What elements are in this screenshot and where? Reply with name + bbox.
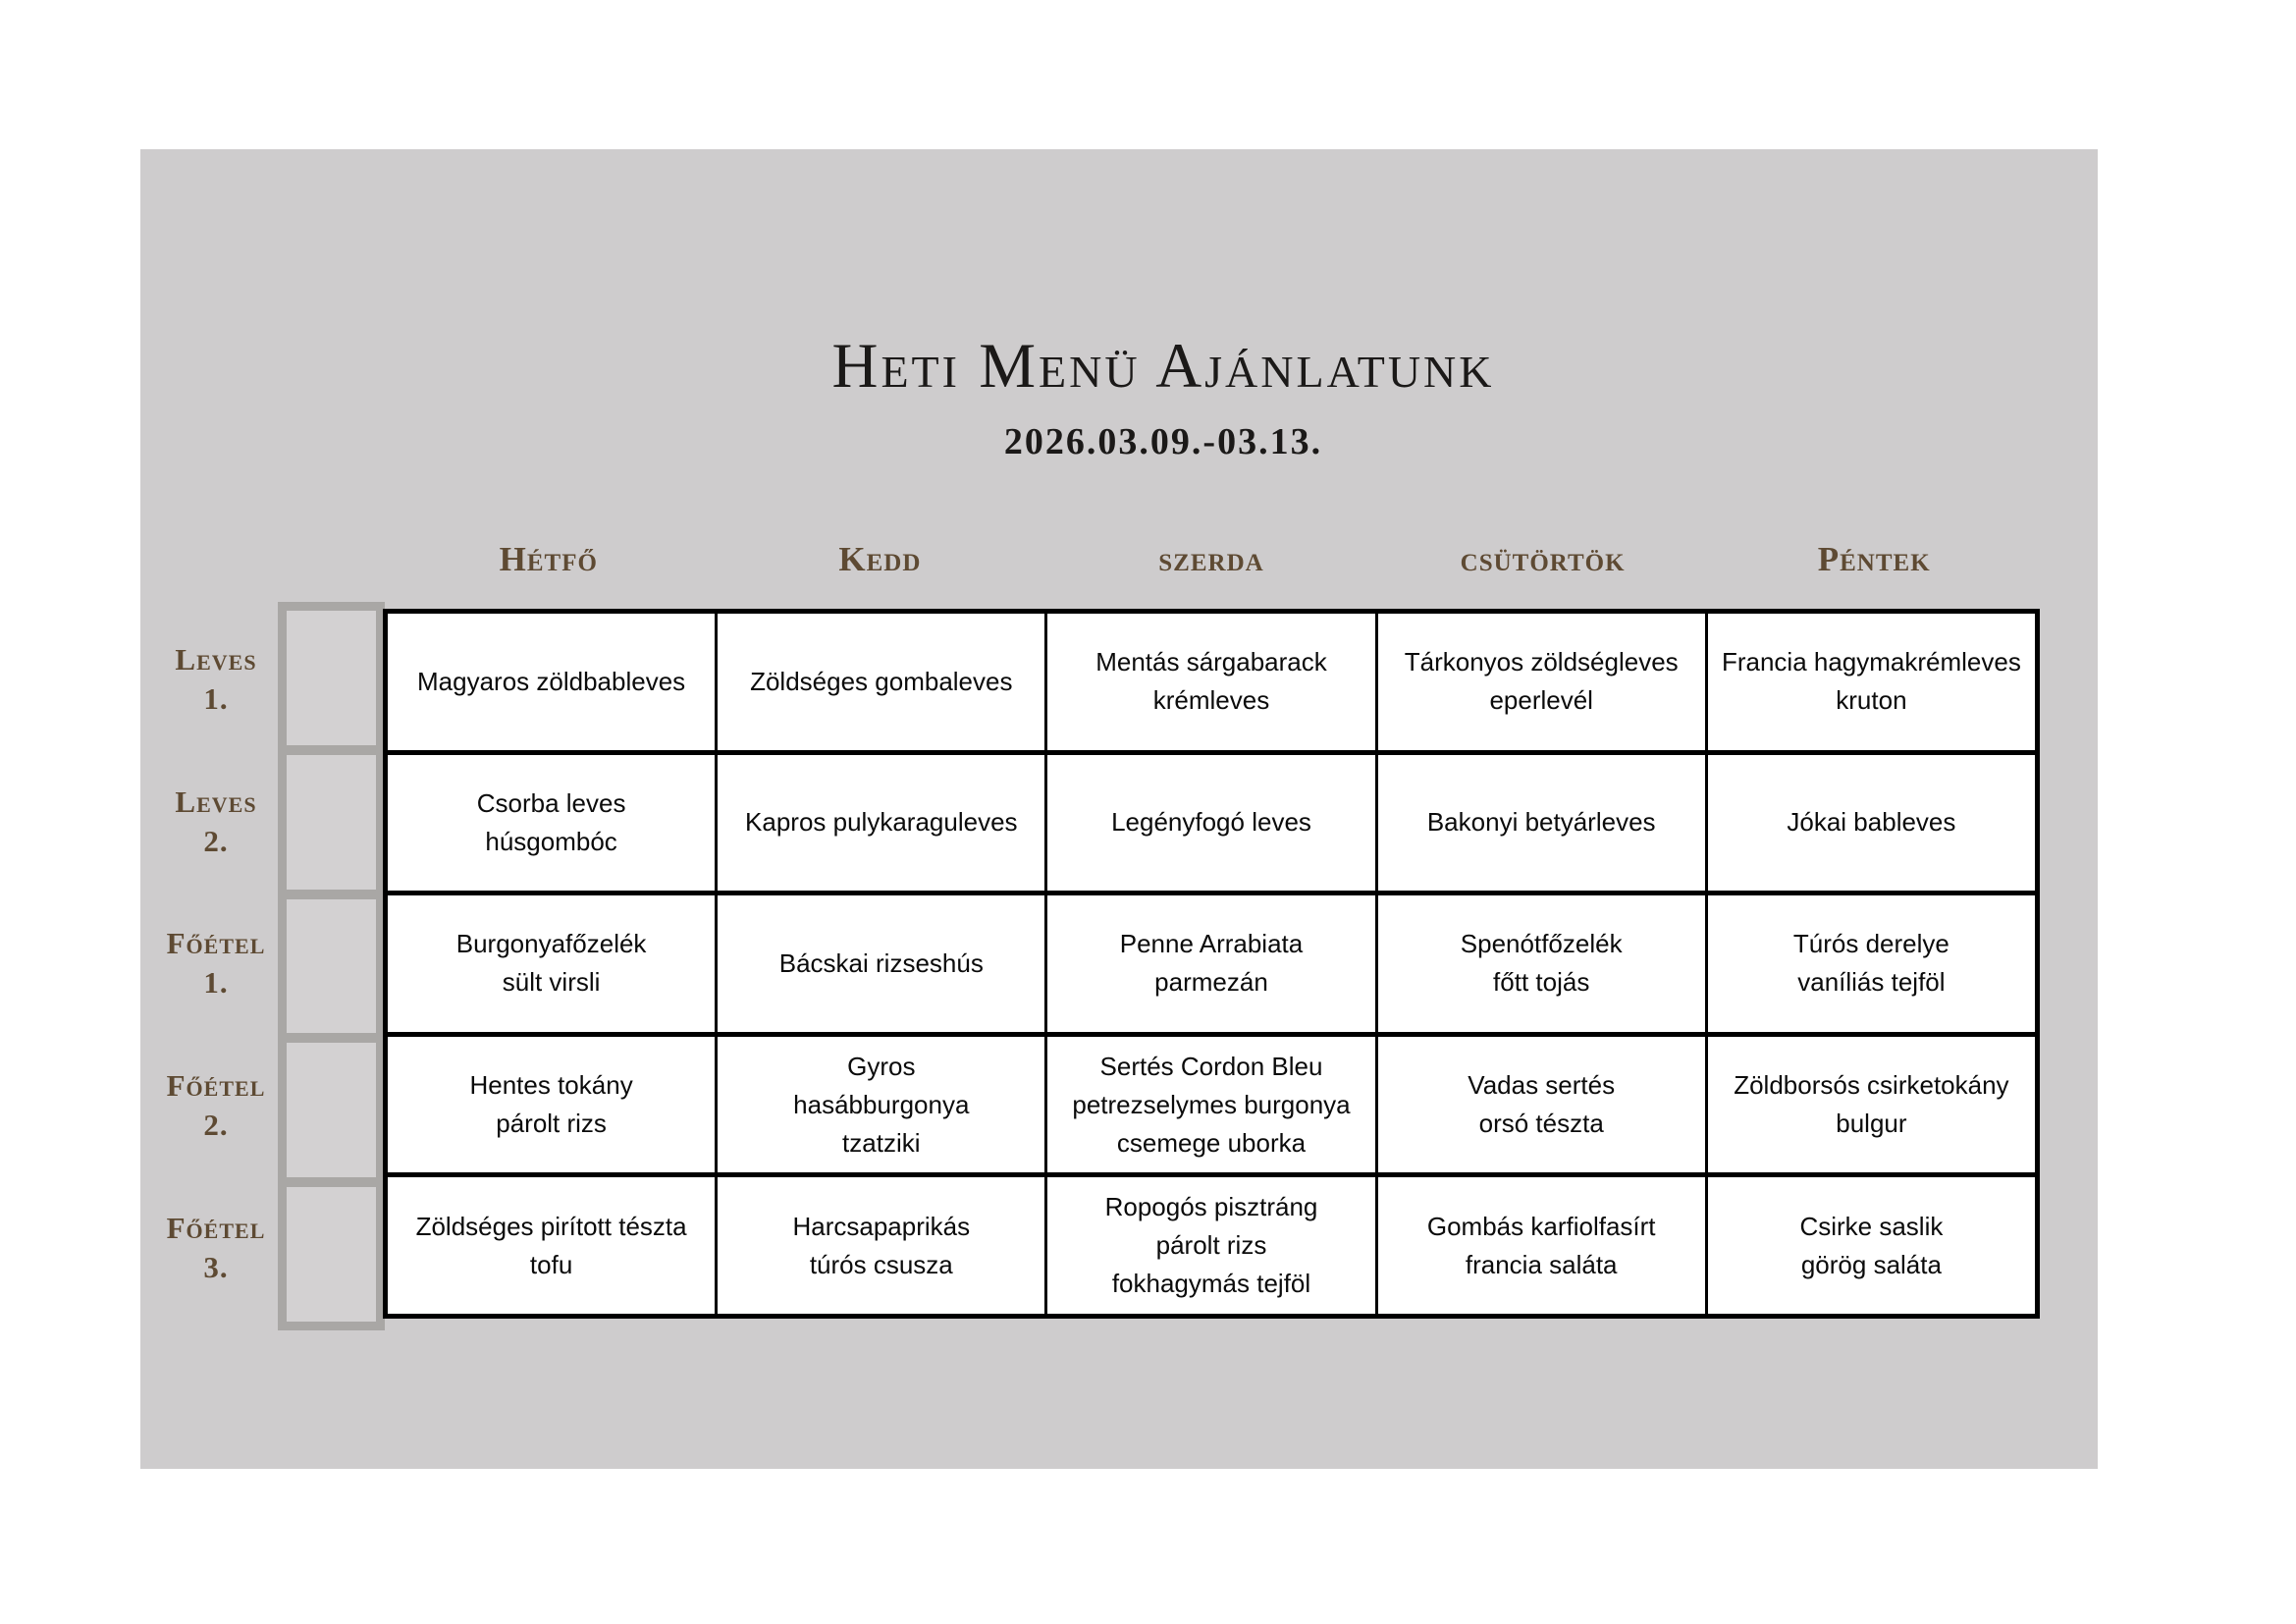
menu-cell-foetel-1-pentek bbox=[1708, 895, 2035, 1032]
menu-item-text: Ropogós pisztráng bbox=[1104, 1192, 1318, 1222]
menu-item-text: Túrós derelye bbox=[1792, 929, 1949, 959]
row-label-leves-2 bbox=[147, 751, 285, 893]
menu-item-text: Bakonyi betyárleves bbox=[1426, 807, 1656, 838]
menu-item-text: Tárkonyos zöldségleves bbox=[1404, 647, 1679, 677]
row-label-text: Főétel bbox=[166, 926, 266, 961]
menu-cell-leves-2-csutortok bbox=[1378, 755, 1705, 892]
menu-item-text: Francia hagymakrémleves bbox=[1721, 647, 2021, 677]
menu-image-placeholder-leves-1 bbox=[287, 611, 376, 745]
menu-item-text: kruton bbox=[1836, 685, 1907, 716]
row-label-text: Főétel bbox=[166, 1210, 266, 1245]
menu-image-placeholder-foetel-3 bbox=[287, 1187, 376, 1322]
menu-cell-foetel-2-hetfo bbox=[388, 1037, 715, 1173]
menu-item-text: csemege uborka bbox=[1116, 1127, 1307, 1158]
day-header-szerda: szerda bbox=[1158, 540, 1264, 578]
menu-image-placeholder-leves-2 bbox=[287, 755, 376, 890]
row-label-number: 1. bbox=[203, 965, 229, 1001]
day-header-hetfo: Hétfő bbox=[499, 540, 598, 578]
row-label-leves-1 bbox=[147, 609, 285, 751]
menu-item-text: orsó tészta bbox=[1478, 1109, 1604, 1139]
menu-item-text: Csorba leves bbox=[476, 787, 626, 818]
menu-item-text: Spenótfőzelék bbox=[1460, 929, 1623, 959]
menu-item-text: Zöldborsós csirketokány bbox=[1734, 1070, 2009, 1101]
menu-item-text: Jókai bableves bbox=[1787, 807, 1956, 838]
day-header-pentek: Péntek bbox=[1817, 540, 1931, 578]
menu-item-text: Zöldséges pirított tészta bbox=[415, 1211, 687, 1241]
menu-cell-foetel-3-pentek bbox=[1708, 1177, 2035, 1314]
menu-item-text: párolt rizs bbox=[496, 1109, 607, 1139]
menu-cell-leves-1-csutortok bbox=[1378, 614, 1705, 750]
menu-cell-leves-1-kedd bbox=[718, 614, 1044, 750]
day-header-row bbox=[383, 540, 2040, 579]
menu-item-text: Legényfogó leves bbox=[1111, 807, 1311, 838]
menu-item-text: túrós csusza bbox=[809, 1249, 953, 1279]
day-header-kedd: Kedd bbox=[838, 540, 922, 578]
menu-item-text: vaníliás tejföl bbox=[1797, 967, 1946, 998]
menu-item-text: Harcsapaprikás bbox=[792, 1211, 971, 1241]
menu-cell-leves-2-kedd bbox=[718, 755, 1044, 892]
menu-cell-foetel-2-szerda bbox=[1047, 1037, 1374, 1173]
menu-item-text: parmezán bbox=[1154, 967, 1268, 998]
row-label-number: 1. bbox=[203, 681, 229, 717]
menu-item-text: Mentás sárgabarack bbox=[1095, 647, 1327, 677]
menu-item-text: Zöldséges gombaleves bbox=[750, 666, 1013, 696]
menu-cell-foetel-2-pentek bbox=[1708, 1037, 2035, 1173]
menu-cell-foetel-1-hetfo bbox=[388, 895, 715, 1032]
menu-item-text: francia saláta bbox=[1465, 1249, 1618, 1279]
menu-cell-leves-2-pentek bbox=[1708, 755, 2035, 892]
menu-image-placeholder-foetel-2 bbox=[287, 1043, 376, 1177]
menu-item-text: Gombás karfiolfasírt bbox=[1426, 1211, 1656, 1241]
menu-cell-foetel-3-hetfo bbox=[388, 1177, 715, 1314]
menu-item-text: tzatziki bbox=[842, 1127, 921, 1158]
menu-cell-leves-1-szerda bbox=[1047, 614, 1374, 750]
menu-item-text: Csirke saslik bbox=[1799, 1211, 1944, 1241]
menu-item-text: Sertés Cordon Bleu bbox=[1099, 1051, 1323, 1081]
menu-item-text: fokhagymás tejföl bbox=[1111, 1269, 1311, 1299]
menu-cell-leves-2-szerda bbox=[1047, 755, 1374, 892]
menu-item-text: Penne Arrabiata bbox=[1119, 929, 1304, 959]
row-label-number: 2. bbox=[203, 1108, 229, 1143]
row-label-number: 3. bbox=[203, 1249, 229, 1284]
image-placeholder-column bbox=[278, 602, 385, 1330]
menu-item-text: Vadas sertés bbox=[1468, 1070, 1616, 1101]
row-label-text: Leves bbox=[175, 784, 257, 819]
menu-item-text: tofu bbox=[529, 1249, 573, 1279]
menu-cell-foetel-1-szerda bbox=[1047, 895, 1374, 1032]
day-header-csutortok: csütörtök bbox=[1460, 540, 1626, 578]
menu-cell-leves-2-hetfo bbox=[388, 755, 715, 892]
menu-card bbox=[140, 149, 2098, 1469]
menu-item-text: eperlevél bbox=[1489, 685, 1593, 716]
row-label-text: Főétel bbox=[166, 1068, 266, 1104]
menu-item-text: főtt tojás bbox=[1493, 967, 1590, 998]
row-label-number: 2. bbox=[203, 823, 229, 858]
menu-item-text: Burgonyafőzelék bbox=[455, 929, 647, 959]
row-label-foetel-3 bbox=[147, 1176, 285, 1319]
menu-cell-foetel-3-kedd bbox=[718, 1177, 1044, 1314]
menu-item-text: sült virsli bbox=[502, 967, 601, 998]
menu-cell-foetel-3-csutortok bbox=[1378, 1177, 1705, 1314]
menu-item-text: Kapros pulykaraguleves bbox=[745, 807, 1018, 838]
menu-item-text: húsgombóc bbox=[485, 826, 617, 856]
menu-table bbox=[383, 609, 2040, 1319]
row-label-foetel-2 bbox=[147, 1035, 285, 1177]
menu-cell-foetel-1-kedd bbox=[718, 895, 1044, 1032]
menu-item-text: Bácskai rizseshús bbox=[778, 947, 984, 978]
menu-cell-foetel-1-csutortok bbox=[1378, 895, 1705, 1032]
menu-cell-leves-1-pentek bbox=[1708, 614, 2035, 750]
menu-item-text: krémleves bbox=[1152, 685, 1270, 716]
page-title: Heti Menü Ajánlatunk bbox=[831, 331, 1495, 402]
menu-item-text: Hentes tokány bbox=[469, 1070, 633, 1101]
menu-item-text: hasábburgonya bbox=[793, 1089, 970, 1119]
row-label-foetel-1 bbox=[147, 893, 285, 1035]
menu-item-text: Gyros bbox=[847, 1051, 916, 1081]
menu-cell-foetel-3-szerda bbox=[1047, 1177, 1374, 1314]
menu-item-text: bulgur bbox=[1836, 1109, 1907, 1139]
menu-cell-foetel-2-kedd bbox=[718, 1037, 1044, 1173]
menu-item-text: petrezselymes burgonya bbox=[1072, 1089, 1351, 1119]
menu-item-text: görög saláta bbox=[1800, 1249, 1942, 1279]
menu-item-text: Magyaros zöldbableves bbox=[417, 666, 686, 696]
menu-cell-leves-1-hetfo bbox=[388, 614, 715, 750]
menu-image-placeholder-foetel-1 bbox=[287, 899, 376, 1034]
row-label-text: Leves bbox=[175, 642, 257, 677]
date-range: 2026.03.09.-03.13. bbox=[1003, 421, 1323, 462]
menu-cell-foetel-2-csutortok bbox=[1378, 1037, 1705, 1173]
row-label-column bbox=[147, 609, 285, 1319]
menu-item-text: párolt rizs bbox=[1155, 1230, 1267, 1261]
